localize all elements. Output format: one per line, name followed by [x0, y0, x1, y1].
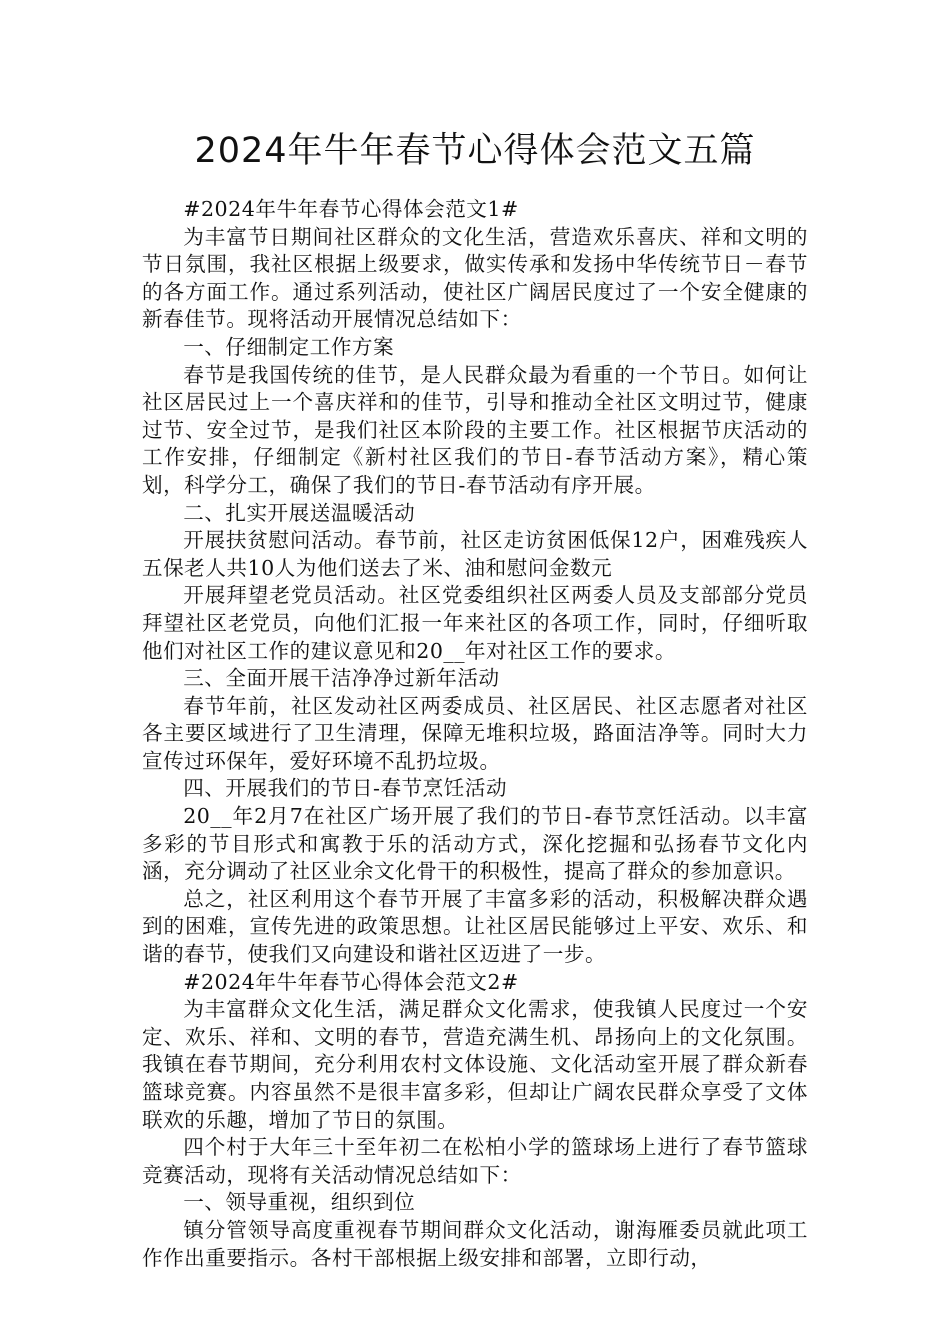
body-paragraph: 总之，社区利用这个春节开展了丰富多彩的活动，积极解决群众遇到的困难，宣传先进的政策思想。让社区居民能够过上平安、欢乐、和谐的春节，使我们又向建设和谐社区迈进了一步。	[142, 886, 808, 967]
body-paragraph: 20__年2月7在社区广场开展了我们的节日-春节烹饪活动。以丰富多彩的节目形式和寓教于乐的活动方式，深化挖掘和弘扬春节文化内涵，充分调动了社区业余文化骨干的积极性，提高了群众的参加意识。	[142, 804, 808, 884]
body-paragraph: 四个村于大年三十至年初二在松柏小学的篮球场上进行了春节篮球竞赛活动，现将有关活动情况总结如下：	[142, 1135, 808, 1187]
subsection-heading: 四、开展我们的节日-春节烹饪活动	[183, 776, 508, 801]
subsection-heading: 三、全面开展干洁净净过新年活动	[183, 666, 500, 691]
body-paragraph: 为丰富节日期间社区群众的文化生活，营造欢乐喜庆、祥和文明的节日氛围，我社区根据上级要求，做实传承和发扬中华传统节日－春节的各方面工作。通过系列活动，使社区广阔居民度过了一个安全健康的新春佳节。现将活动开展情况总结如下：	[142, 224, 808, 332]
body-paragraph: 镇分管领导高度重视春节期间群众文化活动，谢海雁委员就此项工作作出重要指示。各村干部根据上级安排和部署，立即行动，	[142, 1217, 808, 1270]
subsection-heading: 二、扎实开展送温暖活动	[183, 500, 416, 525]
body-paragraph: 为丰富群众文化生活，满足群众文化需求，使我镇人民度过一个安定、欢乐、祥和、文明的春节，营造充满生机、昂扬向上的文化氛围。我镇在春节期间，充分利用农村文体设施、文化活动室开展了群众新春篮球竞赛。内容虽然不是很丰富多彩，但却让广阔农民群众享受了文体联欢的乐趣，增加了节日的氛围。	[142, 997, 808, 1132]
section-heading: #2024年牛年春节心得体会范文1#	[183, 197, 519, 221]
subsection-heading: 一、仔细制定工作方案	[183, 334, 395, 359]
body-paragraph: 开展扶贫慰问活动。春节前，社区走访贫困低保12户，困难残疾人五保老人共10人为他们送去了米、油和慰问金数元	[142, 528, 808, 580]
document-body	[142, 196, 808, 1272]
section-heading: #2024年牛年春节心得体会范文2#	[183, 969, 519, 994]
document-title: 2024年牛年春节心得体会范文五篇	[194, 131, 756, 171]
subsection-heading: 一、领导重视，组织到位	[183, 1190, 416, 1215]
body-paragraph: 开展拜望老党员活动。社区党委组织社区两委人员及支部部分党员拜望社区老党员，向他们汇报一年来社区的各项工作，同时，仔细听取他们对社区工作的建议意见和20__年对社区工作的要求。	[142, 583, 808, 663]
body-paragraph: 春节是我国传统的佳节，是人民群众最为看重的一个节日。如何让社区居民过上一个喜庆祥和的佳节，引导和推动全社区文明过节，健康过节、安全过节，是我们社区本阶段的主要工作。社区根据节庆活动的工作安排，仔细制定《新村社区我们的节日-春节活动方案》，精心策划，科学分工，确保了我们的节日-春节活动有序开展。	[142, 362, 808, 497]
body-paragraph: 春节年前，社区发动社区两委成员、社区居民、社区志愿者对社区各主要区域进行了卫生清理，保障无堆积垃圾，路面洁净等。同时大力宣传过环保年，爱好环境不乱扔垃圾。	[142, 693, 808, 773]
